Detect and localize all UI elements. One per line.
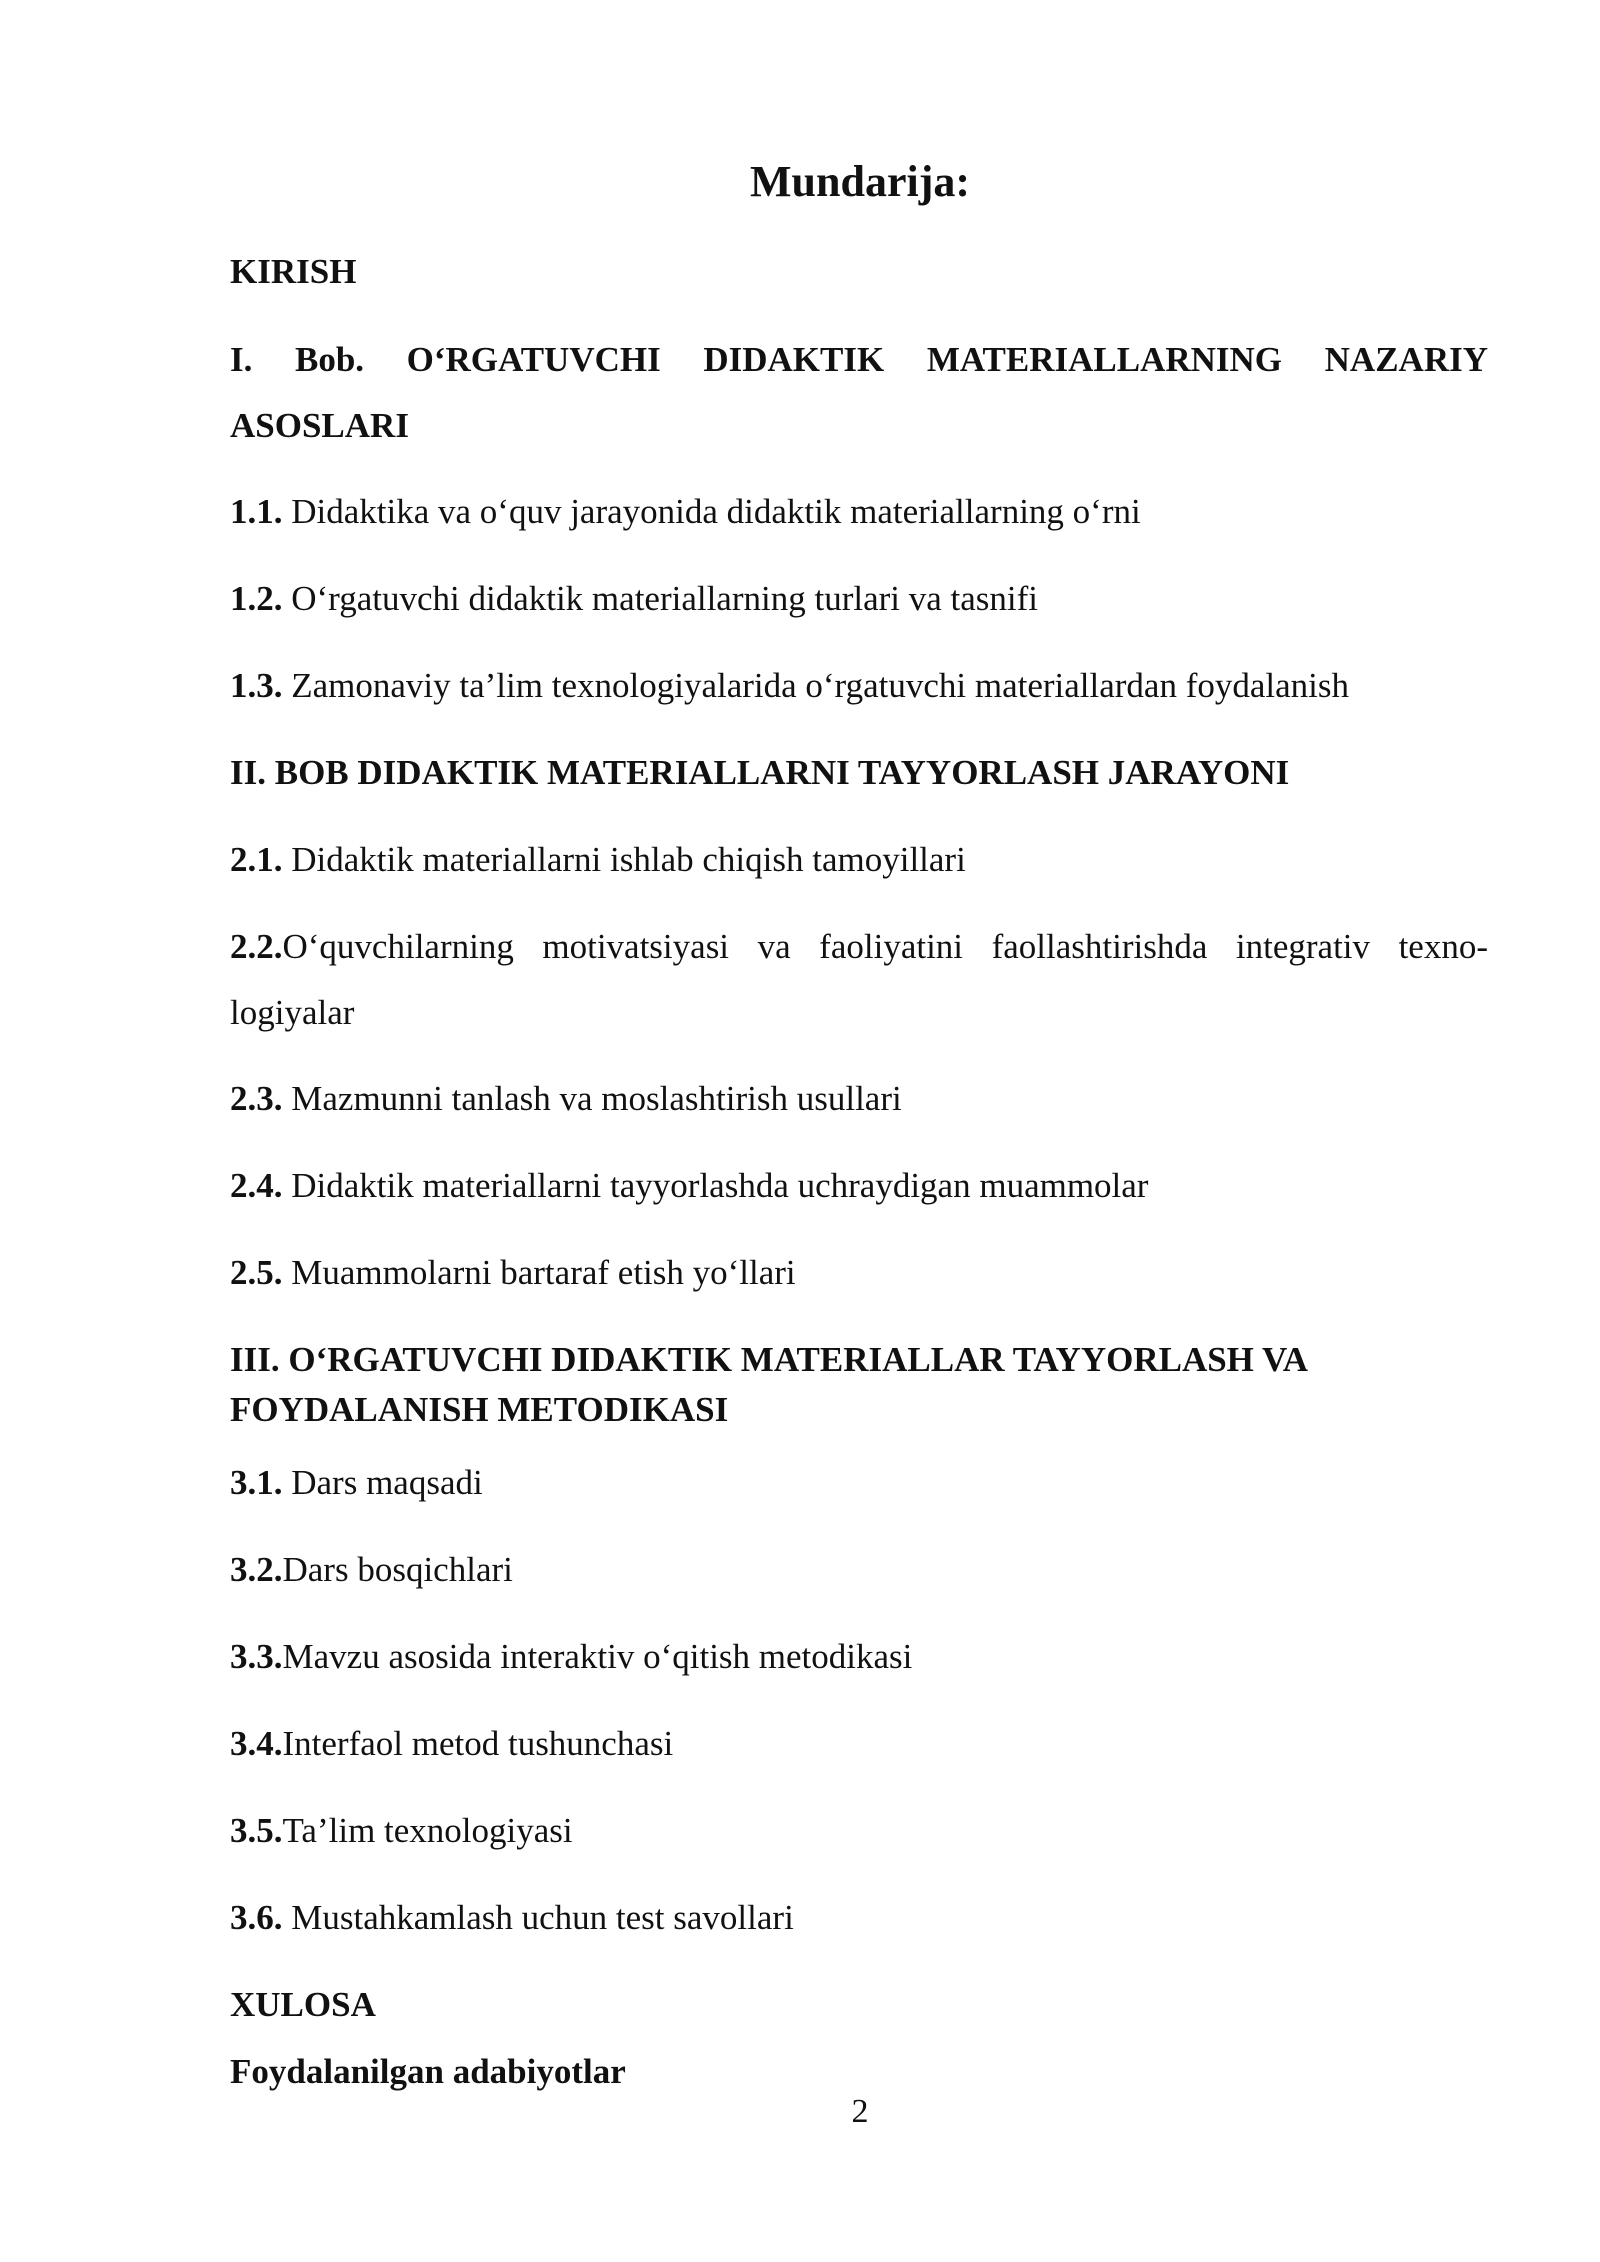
toc-adabiyotlar: Foydalanilgan adabiyotlar [230, 2052, 626, 2091]
toc-item-3-5 [230, 1807, 1488, 1855]
toc-item-3-4 [230, 1720, 1488, 1768]
toc-item-number: 3.6. [230, 1898, 283, 1937]
toc-chapter3-title-cont: FOYDALANISH METODIKASI [230, 1390, 729, 1429]
toc-item-2-3 [230, 1075, 1488, 1123]
toc-item-text: Muammolarni bartaraf etish yo‘llari [282, 1253, 796, 1292]
toc-item-1-1 [230, 488, 1488, 536]
toc-kirish: KIRISH [230, 252, 357, 291]
toc-chapter1-title: I. Bob. O‘RGATUVCHI DIDAKTIK MATERIALLARNING NAZARIY [230, 340, 1488, 379]
toc-chapter2-title: II. BOB DIDAKTIK MATERIALLARNI TAYYORLASH JARAYONI [230, 753, 1290, 792]
toc-item-text: O‘quvchilarning motivatsiyasi va faoliyatini faollashtirishda integrativ texno- [282, 927, 1488, 966]
toc-item-text: Mavzu asosida interaktiv o‘qitish metodikasi [282, 1637, 913, 1676]
toc-item-text: Dars bosqichlari [282, 1550, 513, 1589]
toc-item-1-3 [230, 662, 1488, 710]
toc-item-number: 3.1. [230, 1463, 283, 1502]
toc-item-text: Zamonaviy ta’lim texnologiyalarida o‘rgatuvchi materiallardan foydalanish [282, 666, 1349, 705]
toc-xulosa: XULOSA [230, 1985, 376, 2024]
toc-item-2-4 [230, 1162, 1488, 1210]
toc-item-2-2-cont: logiyalar [230, 993, 355, 1032]
toc-item-2-5 [230, 1249, 1488, 1297]
toc-item-text: Didaktik materiallarni ishlab chiqish tamoyillari [282, 840, 966, 879]
toc-item-number: 3.3. [230, 1637, 283, 1676]
toc-item-number: 2.3. [230, 1079, 283, 1118]
toc-item-3-2 [230, 1546, 1488, 1594]
toc-item-2-1 [230, 836, 1488, 884]
toc-item-1-2 [230, 575, 1488, 623]
page-number: 2 [851, 2093, 869, 2130]
toc-item-number: 2.4. [230, 1166, 283, 1205]
toc-item-text: Ta’lim texnologiyasi [282, 1811, 573, 1850]
toc-item-number: 1.3. [230, 666, 283, 705]
toc-item-text: Interfaol metod tushunchasi [282, 1724, 674, 1763]
toc-item-number: 1.2. [230, 579, 283, 618]
page-title: Mundarija: [750, 157, 970, 206]
toc-item-number: 2.5. [230, 1253, 283, 1292]
toc-item-text: O‘rgatuvchi didaktik materiallarning turlari va tasnifi [282, 579, 1039, 618]
toc-item-number: 2.2. [230, 927, 283, 966]
toc-item-number: 3.4. [230, 1724, 283, 1763]
toc-item-3-1 [230, 1459, 1488, 1507]
toc-item-number: 3.2. [230, 1550, 283, 1589]
toc-item-2-2 [230, 923, 1488, 971]
toc-item-number: 3.5. [230, 1811, 283, 1850]
toc-item-text: Didaktika va o‘quv jarayonida didaktik materiallarning o‘rni [282, 492, 1141, 531]
toc-chapter1-title-cont: ASOSLARI [230, 406, 409, 445]
toc-chapter3-title: III. O‘RGATUVCHI DIDAKTIK MATERIALLAR TAYYORLASH VA [230, 1340, 1309, 1379]
toc-item-3-6 [230, 1894, 1488, 1942]
toc-item-text: Didaktik materiallarni tayyorlashda uchraydigan muammolar [282, 1166, 1149, 1205]
toc-item-3-3 [230, 1633, 1488, 1681]
toc-item-text: Dars maqsadi [282, 1463, 483, 1502]
toc-item-text: Mustahkamlash uchun test savollari [282, 1898, 794, 1937]
toc-item-number: 1.1. [230, 492, 283, 531]
toc-item-number: 2.1. [230, 840, 283, 879]
toc-item-text: Mazmunni tanlash va moslashtirish usullari [282, 1079, 902, 1118]
